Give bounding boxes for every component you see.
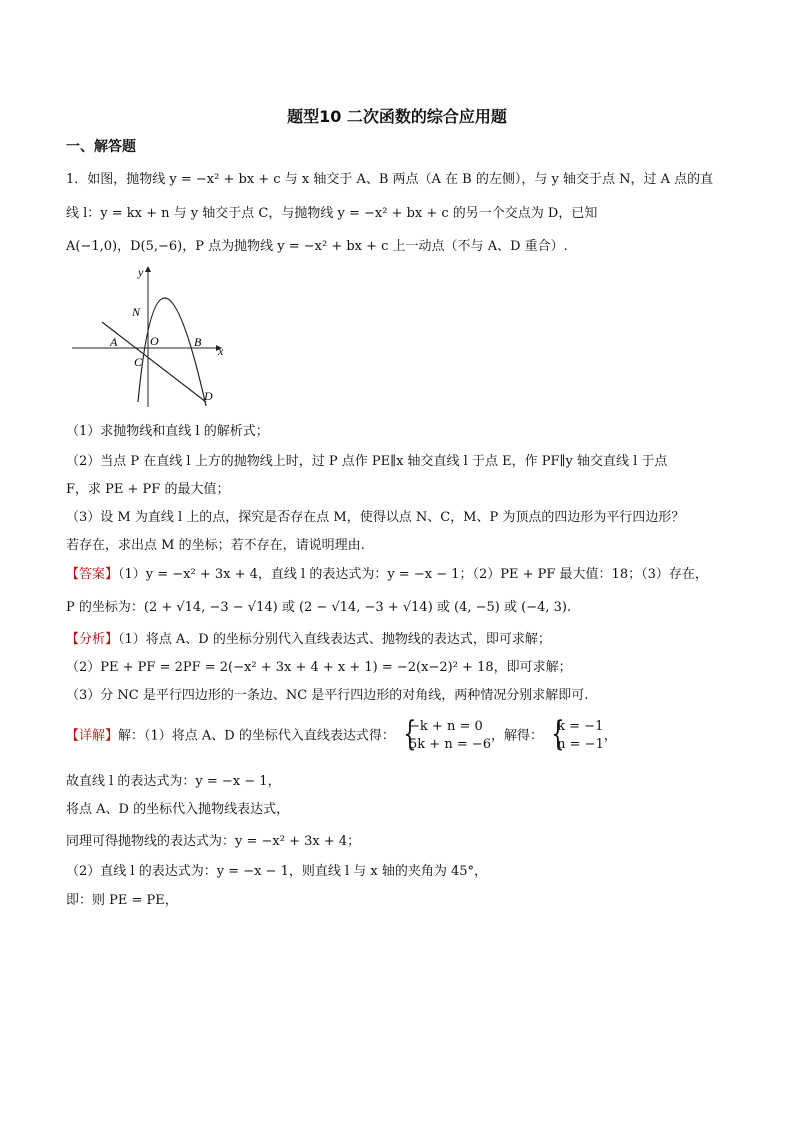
y-axis-arrow bbox=[145, 266, 151, 272]
label-B: B bbox=[194, 335, 202, 349]
label-y: y bbox=[138, 265, 144, 279]
question-line-3: A(−1,0)，D(5,−6)，P 点为抛物线 y = −x² + bx + c 上一动点（不与 A、D 重合）. bbox=[66, 239, 568, 254]
section-heading: 一、解答题 bbox=[66, 139, 136, 155]
detail-line-1 bbox=[66, 718, 728, 755]
analysis-line-3: （3）分 NC 是平行四边形的一条边、NC 是平行四边形的对角线，两种情况分别求解即可. bbox=[66, 688, 589, 703]
question-part-2b: F，求 PE + PF 的最大值； bbox=[66, 482, 230, 497]
analysis-tag: 【分析】 bbox=[66, 632, 119, 647]
detail-tag: 【详解】 bbox=[66, 728, 119, 744]
question-part-2a: （2）当点 P 在直线 l 上方的抛物线上时，过 P 点作 PE∥x 轴交直线 l 于点 E，作 PF∥y 轴交直线 l 于点 bbox=[66, 454, 668, 469]
question-part-1: （1）求抛物线和直线 l 的解析式； bbox=[66, 424, 269, 439]
detail-solve: ，解得： bbox=[491, 728, 544, 744]
question-line-1: 1．如图，抛物线 y = −x² + bx + c 与 x 轴交于 A、B 两点（A 在 B 的左侧），与 y 轴交于点 N，过 A 点的直 bbox=[66, 172, 714, 187]
answer-line-2: P 的坐标为：(2 + √14, −3 − √14) 或 (2 − √14, −3 + √14) 或 (4, −5) 或 (−4, 3). bbox=[66, 600, 572, 615]
label-x: x bbox=[218, 344, 224, 358]
system-2-row-2: n = −1 bbox=[557, 737, 604, 752]
system-1-row-2: 5k + n = −6 bbox=[409, 737, 492, 752]
detail-line-6: 即：则 PE = PE， bbox=[66, 893, 178, 908]
page-title: 题型10 二次函数的综合应用题 bbox=[287, 107, 507, 126]
detail-comma: ， bbox=[603, 728, 617, 744]
label-A: A bbox=[110, 335, 118, 349]
question-part-3b: 若存在，求出点 M 的坐标；若不存在，请说明理由. bbox=[66, 538, 365, 553]
equation-system-1 bbox=[399, 718, 491, 754]
system-1-row-1: { −k + n = 0 bbox=[409, 719, 483, 734]
question-line-2: 线 l：y = kx + n 与 y 轴交于点 C，与抛物线 y = −x² + bx + c 的另一个交点为 D，已知 bbox=[66, 206, 598, 221]
detail-line-4: 同理可得抛物线的表达式为：y = −x² + 3x + 4； bbox=[66, 834, 361, 849]
label-O: O bbox=[150, 334, 159, 348]
label-C: C bbox=[134, 355, 143, 369]
answer-tag: 【答案】 bbox=[66, 567, 119, 582]
question-part-3a: （3）设 M 为直线 l 上的点，探究是否存在点 M，使得以点 N、C，M、P 为顶点的四边形为平行四边形？ bbox=[66, 510, 685, 525]
detail-line-5: （2）直线 l 的表达式为：y = −x − 1，则直线 l 与 x 轴的夹角为 45°， bbox=[66, 864, 488, 879]
detail-intro: 解：（1）将点 A、D 的坐标代入直线表达式得： bbox=[118, 728, 395, 744]
analysis-text-1: （1）将点 A、D 的坐标分别代入直线表达式、抛物线的表达式，即可求解； bbox=[118, 632, 551, 647]
parabola-figure bbox=[66, 262, 236, 412]
detail-line-2: 故直线 l 的表达式为：y = −x − 1， bbox=[66, 774, 281, 789]
answer-text-1: （1）y = −x² + 3x + 4，直线 l 的表达式为：y = −x − 1；（2）PE + PF 最大值：18；（3）存在， bbox=[118, 567, 708, 582]
equation-system-2 bbox=[547, 718, 604, 754]
label-N: N bbox=[132, 305, 141, 319]
analysis-line-2: （2）PE + PF = 2PF = 2(−x² + 3x + 4 + x + 1) = −2(x−2)² + 18，即可求解； bbox=[66, 660, 572, 675]
answer-line-1 bbox=[66, 565, 728, 585]
system-2-row-1: { k = −1 bbox=[557, 719, 604, 734]
label-D: D bbox=[204, 389, 213, 403]
detail-line-3: 将点 A、D 的坐标代入抛物线表达式， bbox=[66, 802, 290, 817]
analysis-line-1 bbox=[66, 630, 728, 650]
